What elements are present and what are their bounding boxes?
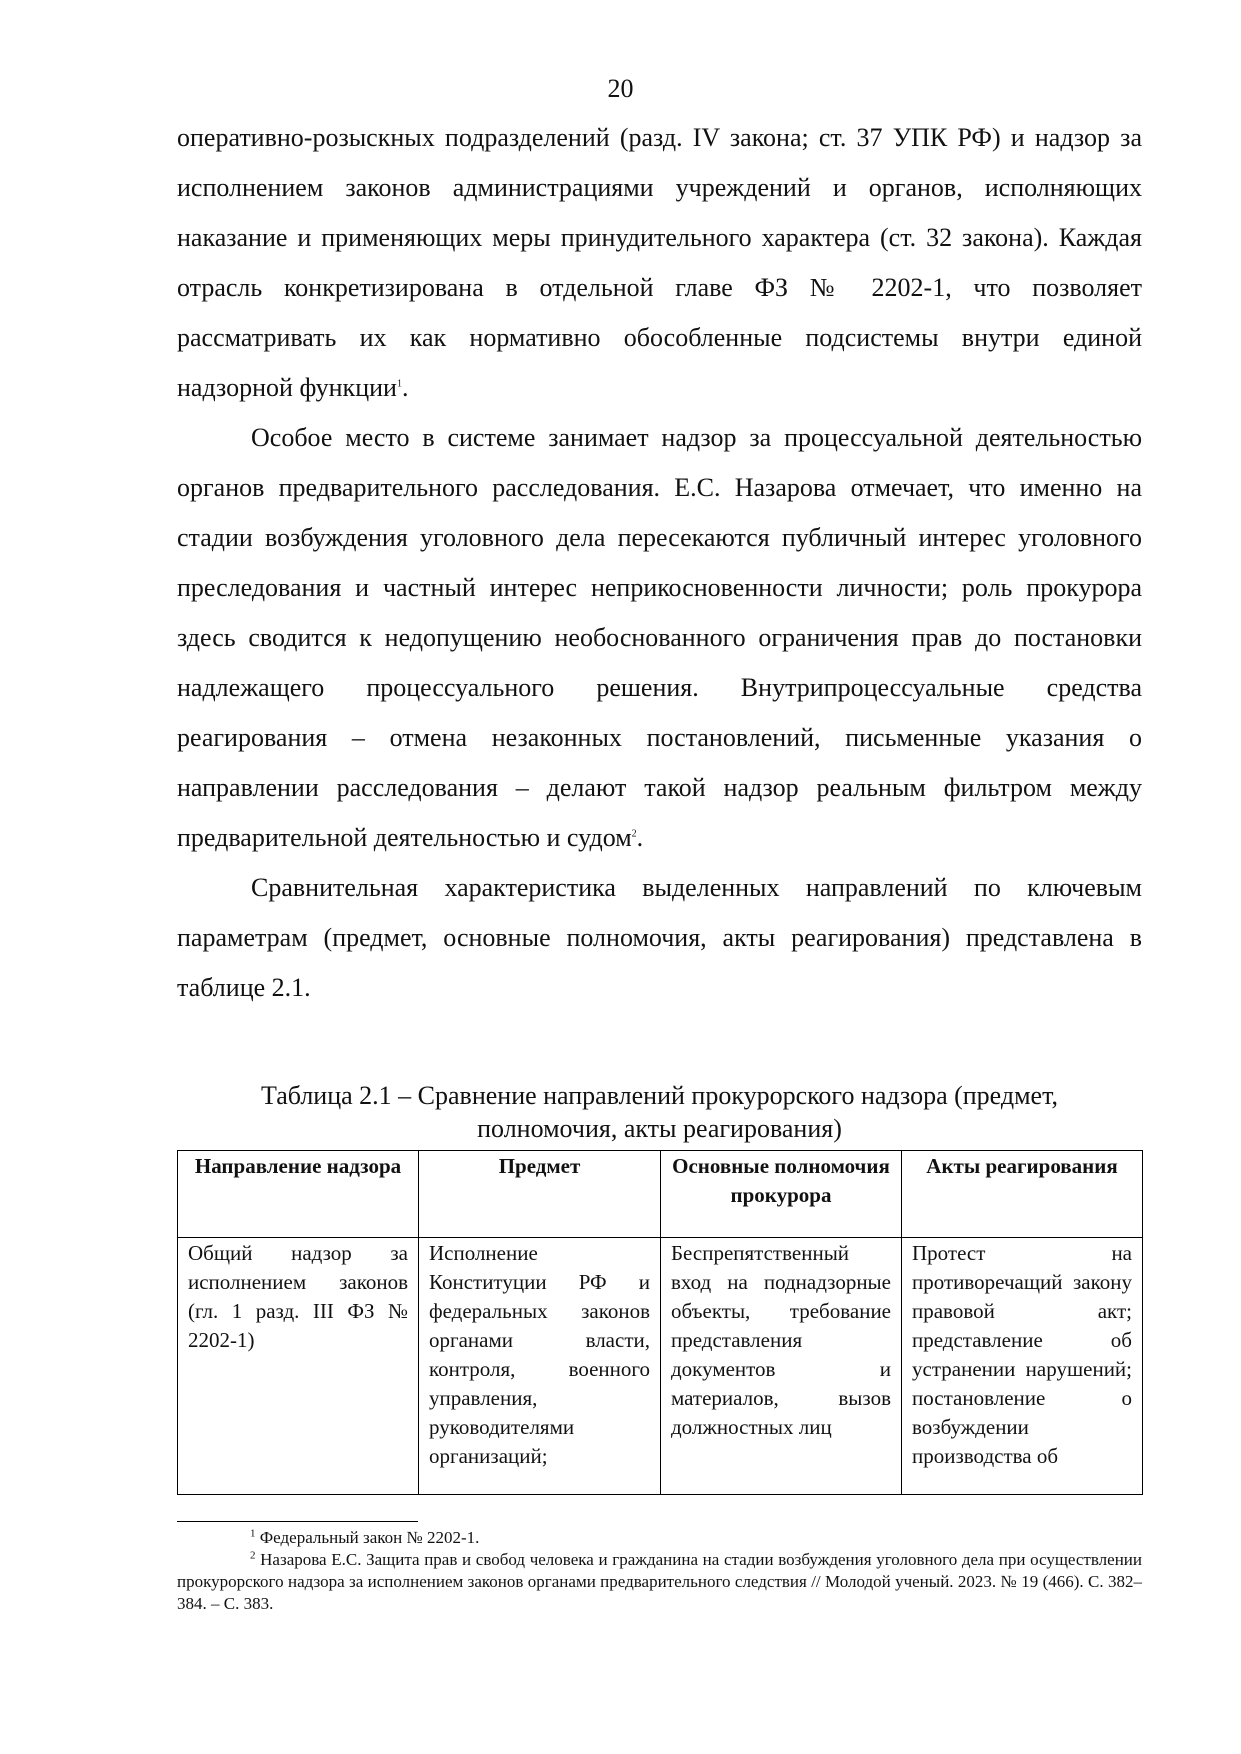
cell-acts: Протест на противоречащий закону правовой акт; представление об устранении нарушений; постановление о возбуждении производства об: [902, 1238, 1143, 1495]
footnote-2-text: Назарова Е.С. Защита прав и свобод человека и гражданина на стадии возбуждения уголовного дела при осуществлении прокурорского надзора за исполнением законов органами предварительного следствия // Молодой ученый. 2023. № 19 (466). С. 382–384. – С. 383.: [177, 1550, 1142, 1613]
cell-direction: Общий надзор за исполнением законов (гл. 1 разд. III ФЗ № 2202-1): [178, 1238, 419, 1495]
footnotes: [177, 1527, 1142, 1615]
cell-subject: Исполнение Конституции РФ и федеральных законов органами власти, контроля, военного управления, руководителями организаций;: [419, 1238, 661, 1495]
paragraph-1: [177, 113, 1142, 413]
table-caption-line-2: полномочия, акты реагирования): [477, 1114, 842, 1143]
paragraph-3: Сравнительная характеристика выделенных направлений по ключевым параметрам (предмет, основные полномочия, акты реагирования) представлена в таблице 2.1.: [177, 873, 1142, 1002]
paragraph-2: [177, 413, 1142, 863]
header-direction: Направление надзора: [178, 1151, 419, 1238]
footnote-ref-1[interactable]: 1: [396, 378, 402, 390]
header-powers: Основные полномочия прокурора: [661, 1151, 902, 1238]
paragraph-2-text: Особое место в системе занимает надзор за процессуальной деятельностью органов предварительного расследования. Е.С. Назарова отмечает, что именно на стадии возбуждения уголовного дела пересекаются публичный интерес уголовного преследования и частный интерес неприкосновенности личности; роль прокурора здесь сводится к недопущению необоснованного ограничения прав до постановки надлежащего процессуального решения. Внутрипроцессуальные средства реагирования – отмена незаконных постановлений, письменные указания о направлении расследования – делают такой надзор реальным фильтром между предварительной деятельностью и судом: [177, 423, 1142, 852]
table-caption-line-1: Таблица 2.1 – Сравнение направлений прокурорского надзора (предмет,: [260, 1081, 1059, 1110]
footnote-1: [177, 1527, 1142, 1549]
paragraph-1-text: оперативно-розыскных подразделений (разд. IV закона; ст. 37 УПК РФ) и надзор за исполнением законов администрациями учреждений и органов, исполняющих наказание и применяющих меры принудительного характера (ст. 32 закона). Каждая отрасль конкретизирована в отдельной главе ФЗ № 2202-1, что позволяет рассматривать их как нормативно обособленные подсистемы внутри единой надзорной функции: [177, 123, 1142, 402]
paragraph-1-tail: .: [401, 373, 409, 402]
table-caption: [177, 1079, 1142, 1145]
footnote-ref-2[interactable]: 2: [631, 828, 637, 840]
header-acts: Акты реагирования: [902, 1151, 1143, 1238]
footnote-1-number: 1: [250, 1527, 256, 1540]
table-header-row: [178, 1151, 1143, 1238]
header-subject: Предмет: [419, 1151, 661, 1238]
body-text: [177, 113, 1142, 1013]
comparison-table: [177, 1150, 1143, 1495]
footnote-separator: [177, 1521, 418, 1522]
page-number: 20: [607, 74, 634, 103]
paragraph-2-tail: .: [636, 823, 644, 852]
footnote-2-number: 2: [250, 1549, 256, 1562]
footnote-2: [177, 1549, 1142, 1615]
cell-powers: Беспрепятственный вход на поднадзорные объекты, требование представления документов и материалов, вызов должностных лиц: [661, 1238, 902, 1495]
table-row: [178, 1238, 1143, 1495]
footnote-1-text: Федеральный закон № 2202-1.: [259, 1528, 480, 1547]
